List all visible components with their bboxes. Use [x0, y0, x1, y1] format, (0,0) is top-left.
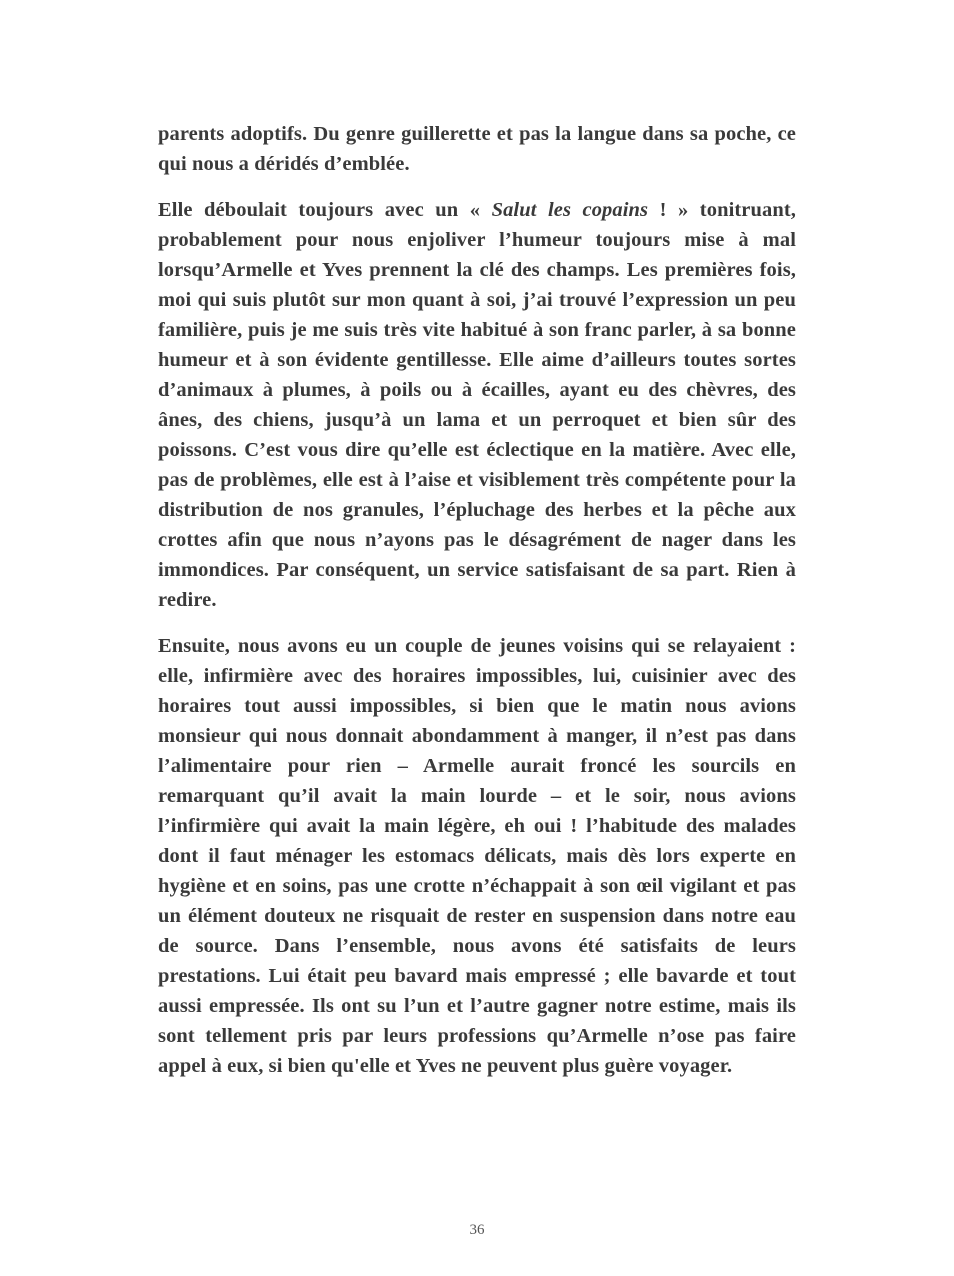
paragraph-1 — [158, 119, 796, 179]
page-body — [158, 119, 796, 1097]
paragraph-1-text: parents adoptifs. Du genre guillerette et pas la langue dans sa poche, ce qui nous a déridés d’emblée. — [158, 123, 796, 175]
page-number: 36 — [469, 1222, 485, 1238]
quote-salut-les-copains: Salut les copains — [491, 199, 649, 221]
paragraph-2-lead: Elle déboulait toujours avec un « — [158, 199, 492, 221]
paragraph-2 — [158, 195, 796, 615]
paragraph-3 — [158, 631, 796, 1081]
paragraph-2-rest: ! » tonitruant, probablement pour nous enjoliver l’humeur toujours mise à mal lorsqu’Armelle et Yves prennent la clé des champs. Les premières fois, moi qui suis plutôt sur mon quant à soi, j’ai trouvé l’expression un peu familière, puis je me suis très vite habitué à son franc parler, à sa bonne humeur et à son évidente gentillesse. Elle aime d’ailleurs toutes sortes d’animaux à plumes, à poils ou à écailles, ayant eu des chèvres, des ânes, des chiens, jusqu’à un lama et un perroquet et bien sûr des poissons. C’est vous dire qu’elle est éclectique en la matière. Avec elle, pas de problèmes, elle est à l’aise et visiblement très compétente pour la distribution de nos granules, l’épluchage des herbes et la pêche aux crottes afin que nous n’ayons pas le désagrément de nager dans les immondices. Par conséquent, un service satisfaisant de sa part. Rien à redire. — [158, 199, 797, 611]
paragraph-3-text: Ensuite, nous avons eu un couple de jeunes voisins qui se relayaient : elle, infirmière avec des horaires impossibles, lui, cuisinier avec des horaires tout aussi impossibles, si bien que le matin nous avions monsieur qui nous donnait abondamment à manger, il n’est pas dans l’alimentaire pour rien – Armelle aurait froncé les sourcils en remarquant qu’il avait la main lourde – et le soir, nous avions l’infirmière qui avait la main légère, eh oui ! l’habitude des malades dont il faut ménager les estomacs délicats, mais dès lors experte en hygiène et en soins, pas une crotte n’échappait à son œil vigilant et pas un élément douteux ne risquait de rester en suspension dans notre eau de source. Dans l’ensemble, nous avons été satisfaits de leurs prestations. Lui était peu bavard mais empressé ; elle bavarde et tout aussi empressée. Ils ont su l’un et l’autre gagner notre estime, mais ils sont tellement pris par leurs professions qu’Armelle n’ose pas faire appel à eux, si bien qu'elle et Yves ne peuvent plus guère voyager. — [158, 635, 796, 1077]
